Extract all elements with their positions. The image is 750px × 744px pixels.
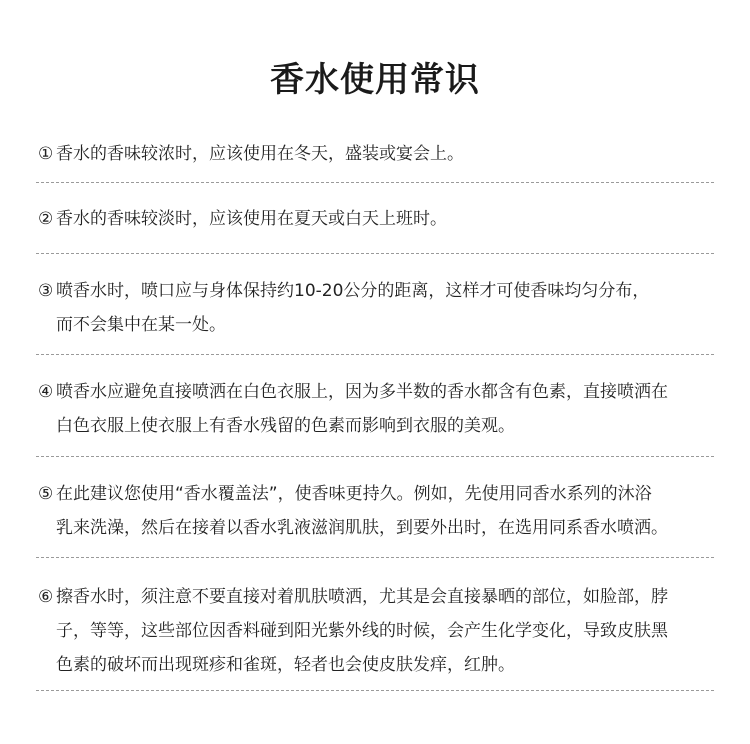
tip-number: ④: [38, 382, 54, 402]
divider: [36, 690, 714, 691]
tip-text-line: 香水的香味较浓时，应该使用在冬天，盛装或宴会上。: [56, 144, 464, 164]
tip-number: ⑤: [38, 484, 54, 504]
tip-text-line: 而不会集中在某一处。: [56, 315, 226, 335]
tip-text-line: 白色衣服上使衣服上有香水残留的色素而影响到衣服的美观。: [56, 416, 515, 436]
tip-text-line: 乳来洗澡，然后在接着以香水乳液滋润肌肤，到要外出时，在选用同系香水喷洒。: [56, 518, 668, 538]
tip-text-line: 子，等等，这些部位因香料碰到阳光紫外线的时候，会产生化学变化，导致皮肤黑: [56, 621, 668, 641]
tip-text-line: 在此建议您使用“香水覆盖法”，使香味更持久。例如，先使用同香水系列的沐浴: [56, 484, 652, 504]
tip-text-line: 喷香水时，喷口应与身体保持约10-20公分的距离，这样才可使香味均匀分布，: [56, 281, 650, 301]
divider: [36, 354, 714, 355]
divider: [36, 182, 714, 183]
tip-text-line: 擦香水时，须注意不要直接对着肌肤喷洒，尤其是会直接暴晒的部位，如脸部，脖: [56, 587, 668, 607]
tip-text-line: 色素的破坏而出现斑疹和雀斑，轻者也会使皮肤发痒，红肿。: [56, 655, 515, 675]
tip-item-6: [38, 580, 718, 682]
tip-item-5: [38, 477, 718, 545]
divider: [36, 253, 714, 254]
tip-text-line: 香水的香味较淡时，应该使用在夏天或白天上班时。: [56, 209, 447, 229]
tip-number: ②: [38, 209, 54, 229]
tip-item-2: [38, 202, 718, 236]
tip-text-line: 喷香水应避免直接喷洒在白色衣服上，因为多半数的香水都含有色素，直接喷洒在: [56, 382, 668, 402]
tip-item-3: [38, 274, 718, 342]
divider: [36, 557, 714, 558]
tip-item-1: [38, 137, 718, 171]
divider: [36, 456, 714, 457]
tip-number: ③: [38, 281, 54, 301]
page-title: 香水使用常识: [270, 60, 480, 100]
tip-item-4: [38, 375, 718, 443]
tip-number: ①: [38, 144, 54, 164]
tip-number: ⑥: [38, 587, 54, 607]
